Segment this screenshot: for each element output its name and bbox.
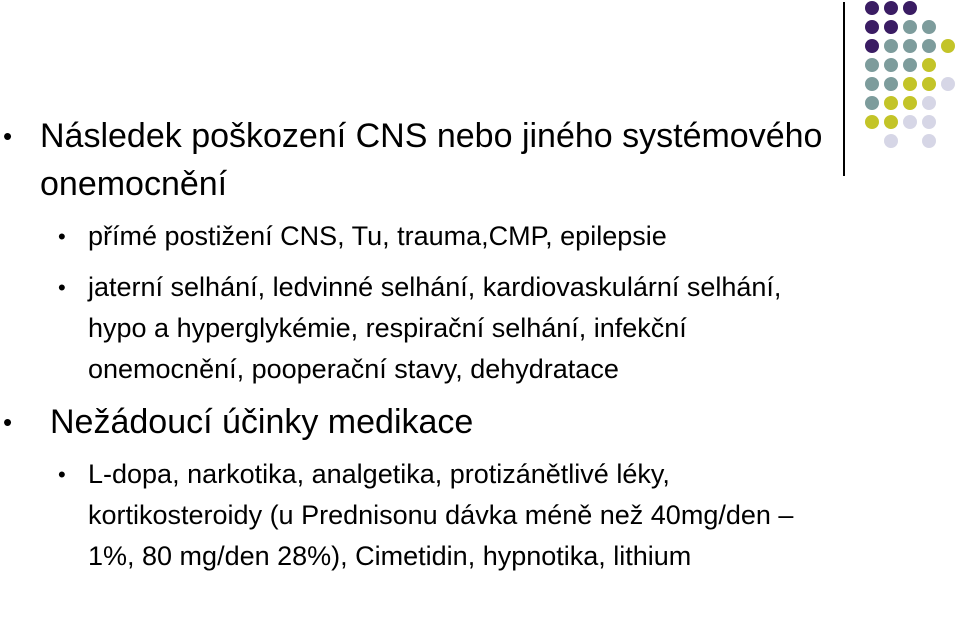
bullet-text: jaterní selhání, ledvinné selhání, kardiovaskulární selhání, hypo a hyperglykémie, respirační selhání, infekční onemocnění, pooperační stavy, dehydratace xyxy=(88,272,782,384)
decorative-dot xyxy=(884,115,898,129)
decorative-dot xyxy=(922,134,936,148)
bullet-text: L-dopa, narkotika, analgetika, protizánětlivé léky, kortikosteroidy (u Prednisonu dávka méně než 40mg/den – 1%, 80 mg/den 28%), Cimetidin, hypnotika, lithium xyxy=(88,459,794,571)
bullet-level1 xyxy=(0,112,840,208)
decorative-dot xyxy=(865,39,879,53)
decorative-dot xyxy=(903,1,917,15)
decorative-dot xyxy=(865,20,879,34)
decorative-dot xyxy=(884,1,898,15)
bullet-text: přímé postižení CNS, Tu, trauma,CMP, epilepsie xyxy=(88,221,667,251)
decorative-dot xyxy=(884,20,898,34)
bullet-level1 xyxy=(0,398,840,446)
decorative-dot xyxy=(865,1,879,15)
bullet-level2 xyxy=(0,454,840,577)
decorative-dot xyxy=(865,77,879,91)
bullet-text: Následek poškození CNS nebo jiného systémového onemocnění xyxy=(40,117,823,203)
slide-body xyxy=(0,112,840,577)
decorative-divider-line xyxy=(843,2,845,176)
bullet-dot-icon: • xyxy=(58,275,66,300)
bullet-dot-icon: • xyxy=(3,407,13,437)
decorative-dot xyxy=(903,77,917,91)
decorative-dot xyxy=(922,115,936,129)
decorative-dot xyxy=(922,20,936,34)
decorative-dot xyxy=(865,115,879,129)
decorative-dot xyxy=(884,39,898,53)
decorative-dot xyxy=(922,96,936,110)
decorative-dot xyxy=(941,77,955,91)
decorative-dot xyxy=(884,96,898,110)
bullet-level2 xyxy=(0,216,840,257)
decorative-dot xyxy=(903,115,917,129)
decorative-dot xyxy=(903,58,917,72)
decorative-dot xyxy=(903,20,917,34)
decorative-dot-grid xyxy=(858,0,960,150)
bullet-level2 xyxy=(0,267,840,390)
bullet-dot-icon: • xyxy=(3,121,13,151)
decorative-dot xyxy=(884,58,898,72)
bullet-dot-icon: • xyxy=(58,462,66,487)
decorative-dot xyxy=(903,39,917,53)
decorative-dot xyxy=(884,134,898,148)
bullet-text: Nežádoucí účinky medikace xyxy=(50,403,474,441)
decorative-dot xyxy=(903,96,917,110)
decorative-dot xyxy=(865,96,879,110)
decorative-dot xyxy=(922,39,936,53)
bullet-dot-icon: • xyxy=(58,224,66,249)
decorative-dot xyxy=(884,77,898,91)
decorative-dot xyxy=(865,58,879,72)
decorative-dot xyxy=(941,39,955,53)
decorative-dot xyxy=(922,77,936,91)
decorative-dot xyxy=(922,58,936,72)
